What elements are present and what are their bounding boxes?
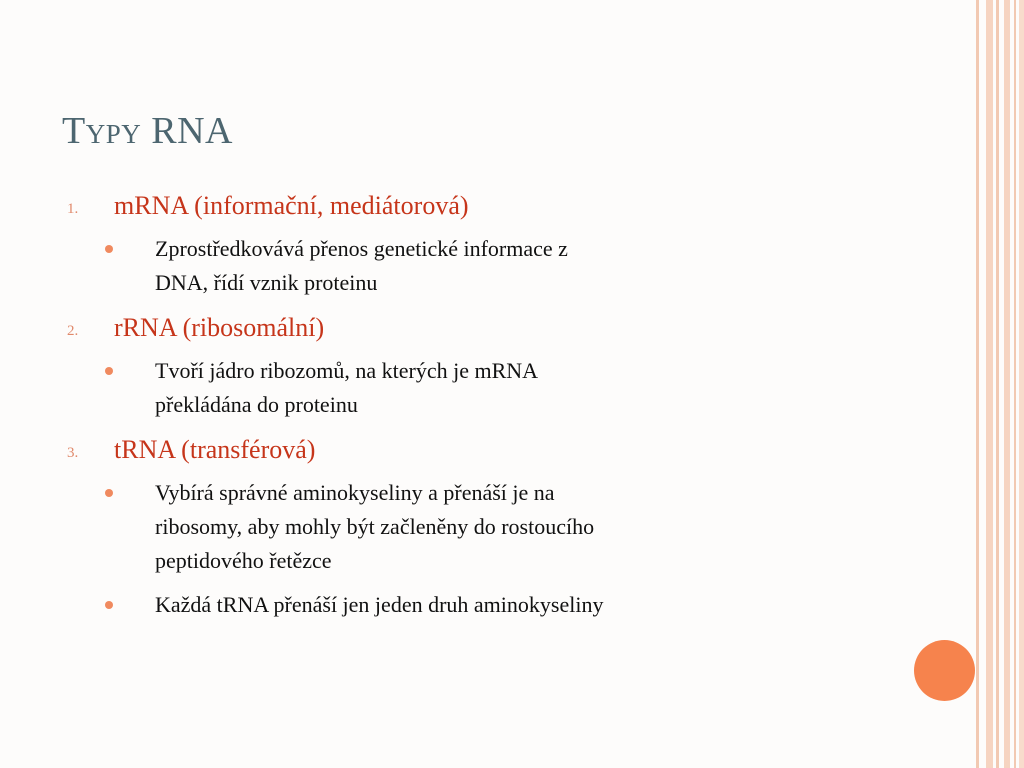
slide-content <box>62 188 922 632</box>
bullet-icon <box>105 245 113 253</box>
bullet-icon <box>105 367 113 375</box>
decorative-stripe <box>986 0 993 768</box>
decorative-circle <box>914 640 975 701</box>
decorative-stripe <box>1014 0 1016 768</box>
bullet-item <box>62 232 922 300</box>
list-number: 1. <box>67 201 79 217</box>
bullet-text-line: překládána do proteinu <box>155 392 358 417</box>
list-number: 2. <box>67 323 79 339</box>
decorative-stripe <box>1019 0 1024 768</box>
bullet-text-line: Každá tRNA přenáší jen jeden druh aminokyseliny <box>155 592 604 617</box>
list-heading: rRNA (ribosomální) <box>114 313 325 342</box>
bullet-item <box>62 588 922 622</box>
bullet-text-line: Tvoří jádro ribozomů, na kterých je mRNA <box>155 358 539 383</box>
list-item-rrna <box>62 310 922 346</box>
decorative-stripe <box>996 0 999 768</box>
list-item-trna <box>62 432 922 468</box>
bullet-item <box>62 476 922 578</box>
list-heading: tRNA (transférová) <box>114 435 316 464</box>
bullet-text-line: Zprostředkovává přenos genetické informace z <box>155 236 568 261</box>
decorative-stripe <box>976 0 979 768</box>
bullet-text-line: DNA, řídí vznik proteinu <box>155 270 378 295</box>
bullet-item <box>62 354 922 422</box>
bullet-text-line: ribosomy, aby mohly být začleněny do rostoucího <box>155 514 595 539</box>
slide-title: Typy RNA <box>62 110 233 152</box>
list-number: 3. <box>67 445 79 461</box>
bullet-icon <box>105 601 113 609</box>
bullet-icon <box>105 489 113 497</box>
bullet-text-line: Vybírá správné aminokyseliny a přenáší je na <box>155 480 555 505</box>
decorative-stripe <box>1004 0 1010 768</box>
bullet-text-line: peptidového řetězce <box>155 548 332 573</box>
list-heading: mRNA (informační, mediátorová) <box>114 191 469 220</box>
list-item-mrna <box>62 188 922 224</box>
